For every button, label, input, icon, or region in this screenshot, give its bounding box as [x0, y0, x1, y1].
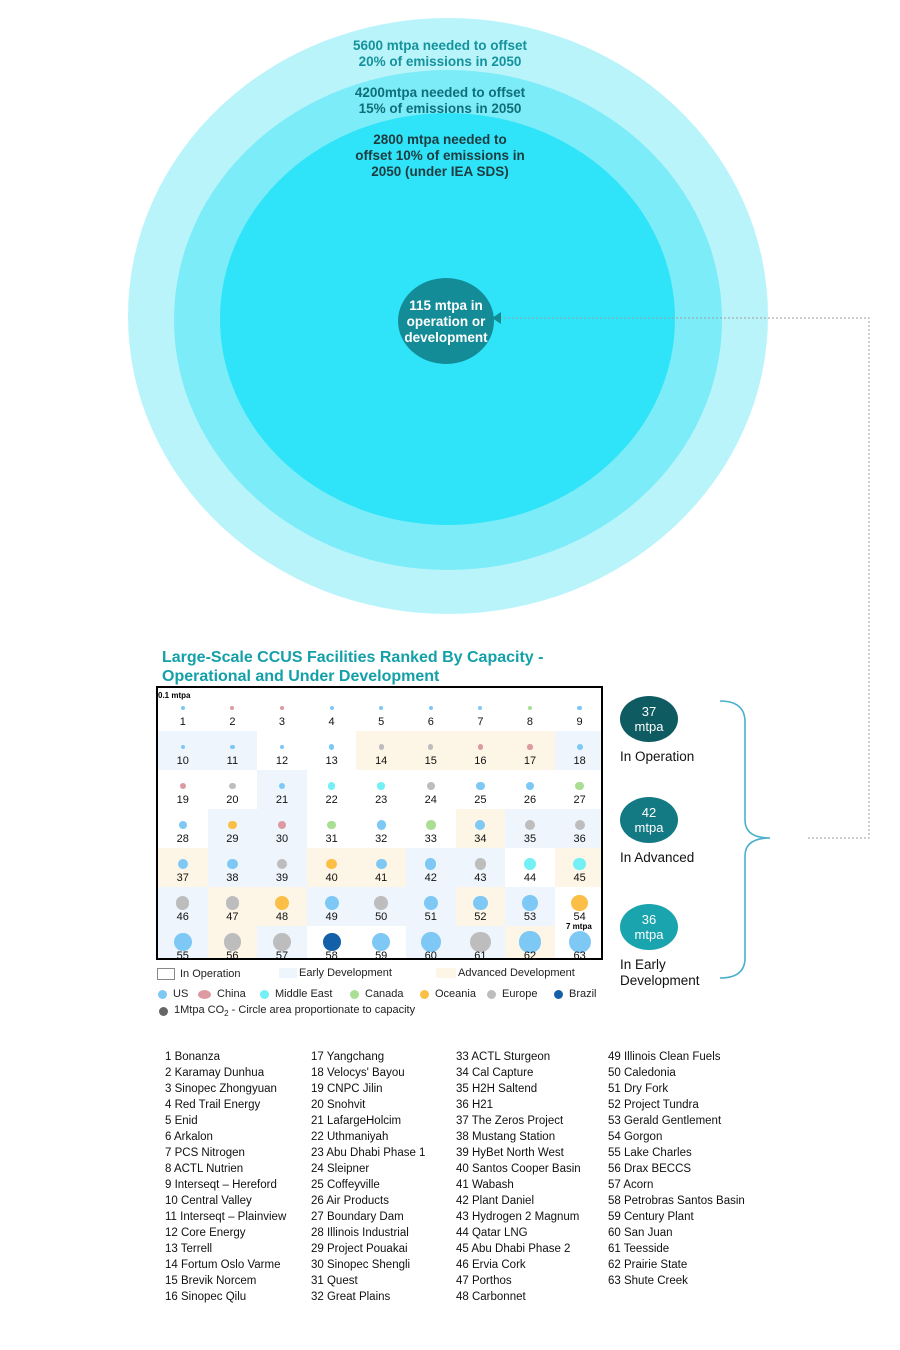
facility-number-49: 49: [325, 911, 338, 923]
legend-early-development: Early Development: [299, 967, 392, 979]
legend-region-brazil: Brazil: [569, 988, 597, 1000]
facility-number-55: 55: [176, 950, 189, 960]
facility-list-item-46: 46 Ervia Cork: [456, 1259, 526, 1271]
facility-number-61: 61: [474, 950, 487, 960]
legend-size-note-rest: - Circle area proportionate to capacity: [228, 1004, 416, 1016]
facility-bubble-14: [379, 744, 384, 749]
legend-region-europe: Europe: [502, 988, 538, 1000]
facility-number-63: 63: [573, 950, 586, 960]
facility-bubble-57: [273, 933, 291, 951]
facility-bubble-36: [575, 820, 585, 830]
legend-swatch-in-operation: [157, 968, 175, 980]
facility-list-item-23: 23 Abu Dhabi Phase 1: [311, 1147, 426, 1159]
facility-list-item-1: 1 Bonanza: [165, 1051, 220, 1063]
facility-list-item-53: 53 Gerald Gentlement: [608, 1115, 722, 1127]
facility-number-52: 52: [474, 911, 487, 923]
facility-list-item-28: 28 Illinois Industrial: [311, 1227, 409, 1239]
facility-list-item-61: 61 Teesside: [608, 1243, 670, 1255]
bubble-grid: [156, 686, 603, 960]
facility-number-41: 41: [375, 872, 388, 884]
facility-list-item-32: 32 Great Plains: [311, 1291, 391, 1303]
facility-number-2: 2: [229, 716, 236, 728]
facility-bubble-44: [524, 858, 536, 870]
facility-list-item-63: 63 Shute Creek: [608, 1275, 688, 1287]
facility-list-item-6: 6 Arkalon: [165, 1131, 213, 1143]
facility-bubble-53: [522, 895, 538, 911]
max-size-label: 7 mtpa: [566, 922, 592, 931]
legend-advanced-development: Advanced Development: [458, 967, 575, 979]
facility-number-28: 28: [176, 833, 189, 845]
facility-number-53: 53: [523, 911, 537, 923]
facility-list-item-42: 42 Plant Daniel: [456, 1195, 534, 1207]
facility-list-item-15: 15 Brevik Norcem: [165, 1275, 257, 1287]
facility-list-item-35: 35 H2H Saltend: [456, 1083, 538, 1095]
facility-bubble-15: [428, 744, 433, 749]
facility-list-item-7: 7 PCS Nitrogen: [165, 1147, 245, 1159]
summary-bracket: [720, 701, 770, 978]
facility-number-57: 57: [275, 950, 289, 960]
facility-list-item-37: 37 The Zeros Project: [456, 1115, 564, 1127]
facility-list-item-57: 57 Acorn: [608, 1179, 654, 1191]
facility-list-item-48: 48 Carbonnet: [456, 1291, 526, 1303]
facility-bubble-54: [571, 895, 588, 912]
facility-number-6: 6: [427, 716, 434, 728]
legend-region-china: China: [217, 988, 246, 1000]
facility-number-37: 37: [176, 872, 189, 884]
facility-list-item-22: 22 Uthmaniyah: [311, 1131, 389, 1143]
summary-operation-value: 37 mtpa: [634, 704, 664, 734]
facility-number-24: 24: [424, 794, 437, 806]
facility-number-33: 33: [424, 833, 437, 845]
facility-bubble-47: [226, 896, 239, 909]
facility-number-46: 46: [176, 911, 189, 923]
facility-list-item-31: 31 Quest: [311, 1275, 358, 1287]
facility-number-38: 38: [226, 872, 239, 884]
facility-list-item-52: 52 Project Tundra: [608, 1099, 699, 1111]
facility-list-item-30: 30 Sinopec Shengli: [311, 1259, 411, 1271]
facility-list-item-33: 33 ACTL Sturgeon: [456, 1051, 551, 1063]
facility-list-item-44: 44 Qatar LNG: [456, 1227, 528, 1239]
facility-list-item-56: 56 Drax BECCS: [608, 1163, 692, 1175]
chart-title: Large-Scale CCUS Facilities Ranked By Capacity - Operational and Under Development: [162, 649, 544, 685]
facility-list-item-49: 49 Illinois Clean Fuels: [608, 1051, 721, 1063]
facility-list-item-24: 24 Sleipner: [311, 1163, 370, 1175]
facility-number-54: 54: [573, 911, 586, 923]
facility-list-item-13: 13 Terrell: [165, 1243, 213, 1255]
legend-in-operation: In Operation: [180, 968, 241, 980]
facility-bubble-48: [275, 896, 289, 910]
facility-bubble-9: [577, 706, 582, 711]
summary-operation-label: In Operation: [620, 749, 695, 764]
facility-number-22: 22: [325, 794, 338, 806]
facility-number-30: 30: [275, 833, 289, 845]
facility-bubble-13: [329, 744, 334, 749]
facility-number-42: 42: [424, 872, 437, 884]
facility-list-item-19: 19 CNPC Jilin: [311, 1083, 383, 1095]
legend-region-swatch-europe: [487, 990, 496, 999]
facility-number-1: 1: [179, 716, 186, 728]
facility-list-item-5: 5 Enid: [165, 1115, 198, 1127]
facility-number-7: 7: [477, 716, 484, 728]
facility-list-item-43: 43 Hydrogen 2 Magnum: [456, 1211, 580, 1223]
facility-number-40: 40: [325, 872, 338, 884]
facility-number-15: 15: [424, 755, 437, 767]
facility-bubble-28: [179, 821, 187, 829]
facility-number-47: 47: [226, 911, 239, 923]
facility-list-item-27: 27 Boundary Dam: [311, 1211, 404, 1223]
facility-bubble-25: [476, 782, 484, 790]
facility-number-50: 50: [375, 911, 388, 923]
facility-bubble-18: [577, 744, 583, 750]
facility-number-48: 48: [275, 911, 289, 923]
target-2800-label: 2800 mtpa needed to offset 10% of emissions in 2050 (under IEA SDS): [355, 132, 525, 179]
facility-list-item-36: 36 H21: [456, 1099, 494, 1111]
facility-bubble-6: [429, 706, 433, 710]
facility-bubble-46: [176, 896, 189, 909]
facility-number-21: 21: [275, 794, 289, 806]
facility-number-20: 20: [226, 794, 239, 806]
facility-number-34: 34: [474, 833, 487, 845]
facility-number-9: 9: [576, 716, 583, 728]
legend-region-us: US: [173, 988, 189, 1000]
target-5600-label: 5600 mtpa needed to offset 20% of emissions in 2050: [352, 38, 528, 69]
facility-number-27: 27: [573, 794, 586, 806]
legend-region-canada: Canada: [365, 988, 404, 1000]
facility-list-item-62: 62 Prairie State: [608, 1259, 688, 1271]
facility-number-31: 31: [325, 833, 338, 845]
facility-bubble-55: [174, 933, 192, 951]
facility-list-item-54: 54 Gorgon: [608, 1131, 663, 1143]
facility-number-17: 17: [523, 755, 537, 767]
facility-list-item-40: 40 Santos Cooper Basin: [456, 1163, 581, 1175]
facility-bubble-16: [478, 744, 483, 749]
facility-number-58: 58: [325, 950, 338, 960]
legend-region-middle-east: Middle East: [275, 988, 333, 1000]
facility-bubble-52: [473, 896, 488, 911]
facility-list-item-3: 3 Sinopec Zhongyuan: [165, 1083, 277, 1095]
facility-list-item-38: 38 Mustang Station: [456, 1131, 556, 1143]
legend-region-oceania: Oceania: [435, 988, 476, 1000]
facility-number-51: 51: [424, 911, 437, 923]
legend-region-swatch-brazil: [554, 990, 563, 999]
facility-number-11: 11: [226, 755, 239, 767]
facility-list-item-60: 60 San Juan: [608, 1227, 673, 1239]
facility-list-item-55: 55 Lake Charles: [608, 1147, 692, 1159]
facility-number-3: 3: [278, 716, 286, 728]
facility-number-14: 14: [375, 755, 388, 767]
facility-list-item-4: 4 Red Trail Energy: [165, 1099, 261, 1111]
facility-number-23: 23: [375, 794, 388, 806]
facility-number-60: 60: [424, 950, 437, 960]
facility-list-item-16: 16 Sinopec Qilu: [165, 1291, 247, 1303]
legend-size-note-sub: 2: [224, 1009, 229, 1019]
connector-arrowhead: [492, 312, 501, 324]
facility-number-10: 10: [176, 755, 189, 767]
facility-bubble-35: [525, 820, 535, 830]
facility-number-16: 16: [474, 755, 487, 767]
facility-bubble-37: [178, 859, 188, 869]
facility-list-item-45: 45 Abu Dhabi Phase 2: [456, 1243, 571, 1255]
facility-list-item-50: 50 Caledonia: [608, 1067, 676, 1079]
legend-size-dot: [159, 1007, 168, 1016]
facility-list-item-17: 17 Yangchang: [311, 1051, 385, 1063]
facility-number-5: 5: [378, 716, 385, 728]
facility-number-35: 35: [523, 833, 537, 845]
facility-list-item-20: 20 Snohvit: [311, 1099, 366, 1111]
facility-bubble-38: [227, 859, 238, 870]
legend-region-swatch-china: [198, 990, 211, 999]
facility-list-item-51: 51 Dry Fork: [608, 1083, 669, 1095]
legend-region-swatch-middle-east: [260, 990, 269, 999]
legend-swatch-advanced: [436, 968, 456, 978]
facility-bubble-32: [377, 820, 386, 829]
legend-size-note: [174, 1004, 415, 1018]
facility-number-25: 25: [474, 794, 487, 806]
facility-list-item-39: 39 HyBet North West: [456, 1147, 564, 1159]
facility-number-12: 12: [275, 755, 289, 767]
facility-list-item-9: 9 Interseqt – Hereford: [165, 1179, 277, 1191]
facility-list-item-2: 2 Karamay Dunhua: [165, 1067, 265, 1079]
facility-list-item-26: 26 Air Products: [311, 1195, 389, 1207]
facility-number-32: 32: [375, 833, 388, 845]
facility-bubble-41: [376, 859, 387, 870]
facility-number-36: 36: [573, 833, 586, 845]
target-4200-label: 4200mtpa needed to offset 15% of emissions in 2050: [354, 85, 526, 116]
facility-number-19: 19: [176, 794, 189, 806]
facility-number-13: 13: [325, 755, 338, 767]
facility-bubble-17: [527, 744, 532, 749]
facility-bubble-29: [228, 821, 236, 829]
facility-list-item-8: 8 ACTL Nutrien: [165, 1163, 244, 1175]
facility-list-item-59: 59 Century Plant: [608, 1211, 694, 1223]
facility-bubble-43: [475, 858, 487, 870]
facility-bubble-49: [325, 896, 339, 910]
facility-bubble-51: [424, 896, 438, 910]
legend-region-swatch-oceania: [420, 990, 429, 999]
summary-early-value: 36 mtpa: [634, 912, 664, 942]
facility-bubble-33: [426, 820, 435, 829]
facility-bubble-22: [328, 782, 335, 789]
facility-bubble-45: [573, 858, 586, 871]
facility-list-item-34: 34 Cal Capture: [456, 1067, 534, 1079]
facility-bubble-3: [280, 706, 284, 710]
current-115-label: 115 mtpa in operation or development: [404, 298, 488, 345]
facility-bubble-42: [425, 858, 436, 869]
facility-list-item-14: 14 Fortum Oslo Varme: [165, 1259, 281, 1271]
facility-bubble-24: [427, 782, 435, 790]
facility-list-item-21: 21 LafargeHolcim: [311, 1115, 402, 1127]
summary-early-label: In Early Development: [620, 957, 700, 988]
facility-number-56: 56: [226, 950, 239, 960]
facility-list-item-47: 47 Porthos: [456, 1275, 512, 1287]
facility-number-43: 43: [474, 872, 487, 884]
facility-number-8: 8: [526, 716, 534, 728]
facility-number-45: 45: [573, 872, 586, 884]
legend-region-swatch-us: [158, 990, 167, 999]
facility-list-item-18: 18 Velocys' Bayou: [311, 1067, 405, 1079]
facility-list-item-29: 29 Project Pouakai: [311, 1243, 408, 1255]
summary-advanced-value: 42 mtpa: [634, 805, 664, 835]
facility-bubble-56: [224, 933, 242, 951]
facility-number-4: 4: [328, 716, 335, 728]
facility-number-59: 59: [375, 950, 388, 960]
facility-bubble-27: [575, 782, 583, 790]
facility-bubble-1: [181, 706, 185, 710]
summary-advanced-label: In Advanced: [620, 850, 695, 865]
facility-number-29: 29: [226, 833, 239, 845]
min-size-label: 0.1 mtpa: [158, 691, 191, 700]
legend-swatch-early: [279, 968, 297, 978]
facility-list-item-11: 11 Interseqt – Plainview: [165, 1211, 287, 1223]
facility-list-item-25: 25 Coffeyville: [311, 1179, 380, 1191]
facility-bubble-4: [330, 706, 334, 710]
facility-list-item-58: 58 Petrobras Santos Basin: [608, 1195, 745, 1207]
facility-number-26: 26: [523, 794, 537, 806]
facility-list-item-10: 10 Central Valley: [165, 1195, 252, 1207]
facility-number-39: 39: [275, 872, 289, 884]
legend-size-note-main: 1Mtpa CO: [174, 1004, 225, 1016]
facility-bubble-60: [421, 932, 441, 952]
facility-number-18: 18: [573, 755, 586, 767]
facility-number-44: 44: [523, 872, 537, 884]
facility-list-item-41: 41 Wabash: [456, 1179, 514, 1191]
facility-number-62: 62: [523, 950, 537, 960]
facility-bubble-58: [323, 933, 341, 951]
facility-bubble-11: [230, 745, 235, 750]
facility-list-item-12: 12 Core Energy: [165, 1227, 246, 1239]
facility-bubble-23: [377, 782, 384, 789]
legend-region-swatch-canada: [350, 990, 359, 999]
